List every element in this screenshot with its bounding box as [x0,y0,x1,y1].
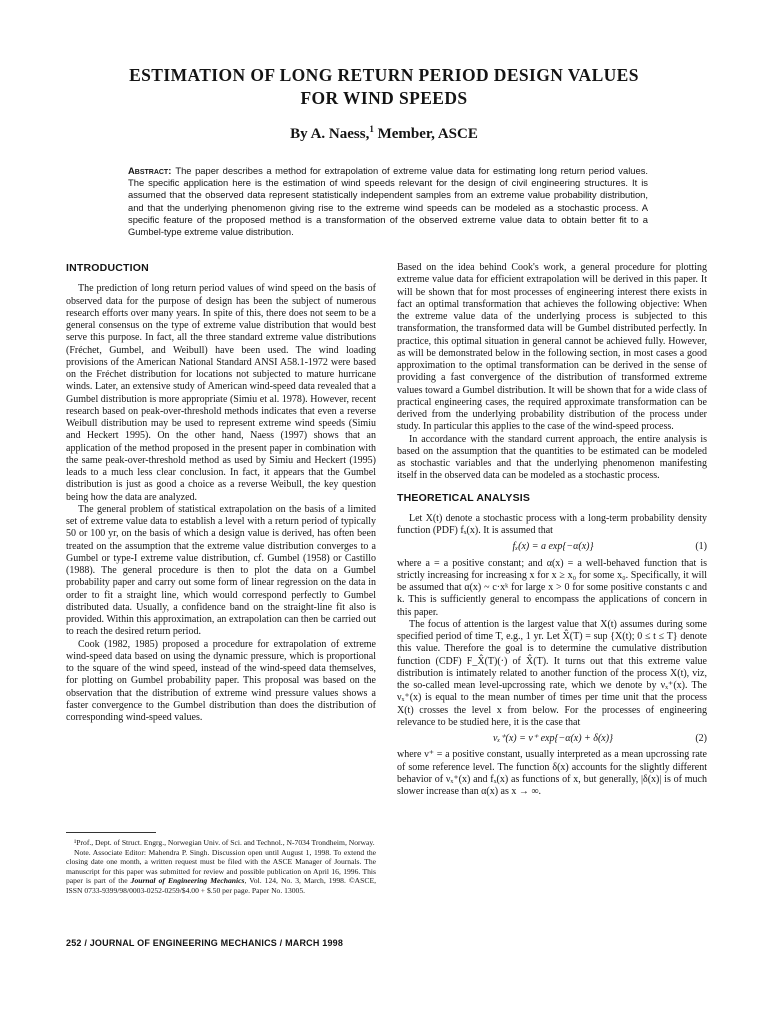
equation-2-expression: νₓ⁺(x) = ν⁺ exp{−α(x) + δ(x)} [492,733,614,744]
introduction-heading: INTRODUCTION [66,262,149,274]
author-name: By A. Naess, [290,126,370,142]
footnote-affiliation: ¹Prof., Dept. of Struct. Engrg., Norwegian Univ. of Sci. and Technol., N-7034 Trondheim, Norway. [74,838,375,847]
equation-1 [397,541,707,553]
equation-2 [397,733,707,745]
author-line [60,124,708,143]
title-line-2: FOR WIND SPEEDS [300,88,468,108]
footnote-journal-name: Journal of Engineering Mechanics [130,876,245,886]
theory-paragraph-4: where ν⁺ = a positive constant, usually interpreted as a mean upcrossing rate of some reference level. The function δ(x) accounts for the slightly different behavior of νₓ⁺(x) and fₓ(x) as functions of x, but generally, |δ(x)| is of much slower increase than α(x) as x → ∞. [397,749,707,797]
intro-paragraph-2: The general problem of statistical extrapolation on the basis of a limited set of extreme value data to establish a level with a return period of typically 50 or 100 yr, on the basis of which a design value is derived, has often been treated on the assumption that the extreme value distribution converges to a Gumbel or type-I extreme value distribution, cf. Gumbel (1958) or Castillo (1988). The general procedure is then to plot the data on a Gumbel probability paper and carry out some form of linear regression on the data in order to fit a straight line, which would correspond perfectly to Gumbel distributed data. Usually, a confidence band on the straight-line fit also is provided. Within this approximation, an extrapolation can then be carried out to reach the desired return period. [66,503,376,638]
author-affiliation: Member, ASCE [377,126,478,142]
theory-paragraph-2: where a = a positive constant; and α(x) = a well-behaved function that is strictly increasing for increasing x for x ≥ x₀ for some x₀. Specifically, it will be assumed that α(x) ~ c·xᵏ for large x > 0 for some positive constants c and k. This is sufficiently general to encompass the applications of concern in this paper. [397,557,707,618]
footnote-editorial-note [66,848,376,896]
equation-2-number: (2) [695,733,707,744]
equation-1-number: (1) [695,541,707,553]
right-paragraph-1: Based on the idea behind Cook's work, a general procedure for plotting extreme value data for efficient extrapolation will be derived in this paper. It will be shown that for most processes of engineering interest there exists in fact an optimal transformation that achieves the following objective: When the extreme value data of the underlying process is subjected to this transformation, the transformed data will be Gumbel distributed perfectly. In practice, this optimal situation in general cannot be achieved fully. However, as will be demonstrated below in the following section, in most cases a good approximation to the optimal transformation can be derived in the sense of providing a fast convergence of the distribution of transformed extreme values toward a Gumbel distribution. It will be shown that for a wide class of practical engineering cases, the required approximate transformation can be derived from the underlying probability distribution of the process under study. In particular this applies to the case of the wind-speed process. [397,262,707,433]
theoretical-analysis-heading: THEORETICAL ANALYSIS [397,491,531,504]
footnote-note-text: Note. Associate Editor: Mahendra P. Singh. Discussion open until August 1, 1998. To extend the closing date one month, a written request must be filed with the ASCE Manager of Journals. The manuscript for this paper was submitted for review and possible publication on April 16, 1996. This paper is part of the [66,847,376,886]
abstract [128,165,648,238]
title-line-1: ESTIMATION OF LONG RETURN PERIOD DESIGN VALUES [129,65,639,85]
equation-1-expression: fₓ(x) = a exp{−α(x)} [512,541,594,553]
abstract-text: The paper describes a method for extrapolation of extreme value data for estimating long return period values. The specific application here is the estimation of wind speeds relevant for the design of civil engineering structures. It is assumed that the observed data represent statistically independent samples from an extreme value probability distribution, and that the underlying phenomenon giving rise to the extreme wind speeds can be modeled as a stochastic process. A specific feature of the proposed method is a transformation of the observed extreme value data to obtain better fit to a Gumbel-type extreme value distribution. [128,165,648,238]
abstract-label: Abstract: [128,165,172,176]
right-column [397,262,707,798]
intro-paragraph-3: Cook (1982, 1985) proposed a procedure for extrapolation of extreme wind-speed data based on using the dynamic pressure, which is proportional to the square of the wind speed, instead of the wind-speed data themselves, for plotting on Gumbel probability paper. This proposal was based on the observation that the distribution of extreme wind pressure values shows a faster convergence to the Gumbel distribution than does the distribution of corresponding wind-speed values. [66,638,376,723]
theory-paragraph-1: Let X(t) denote a stochastic process with a long-term probability density function (PDF) fₓ(x). It is assumed that [397,512,707,536]
paper-title [60,64,708,110]
intro-paragraph-1: The prediction of long return period values of wind speed on the basis of observed data for the purpose of design has been the subject of numerous research efforts over many years. In spite of this, there does not seem to be a general consensus on the type of extreme value distribution that would best serve this purpose. In fact, all the three standard extreme value distributions (Fréchet, Gumbel, and Weibull) have been used. The wind loading provisions of the American National Standard ANSI A58.1-1972 were based on the Fréchet distribution for locations not subjected to mature hurricane winds. Later, an extensive study of American wind-speed data revealed that a Gumbel distribution is more appropriate (Simiu et al. 1978). However, recent research based on peak-over-threshold methods indicates that even a reverse Weibull distribution may be used to represent extreme wind speeds (Simiu and Heckert 1995). On the other hand, Naess (1997) shows that an application of the method proposed in the present paper in combination with the same peak-over-threshold method as used by Simiu and Heckert (1995) leads to a much less clear conclusion. In fact, it appears that the Gumbel distribution is just as good a choice as a reverse Weibull, the key question being how the data are analyzed. [66,283,376,503]
footnote-note-tail: , Vol. 124, No. 3, March, 1998. ©ASCE, ISSN 0733-9399/98/0003-0252-0259/$4.00 + $.50 per page. Paper No. 13005. [66,876,376,895]
right-paragraph-2: In accordance with the standard current approach, the entire analysis is based on the assumption that the quantities to be estimated can be modeled as stochastic variables and that the underlying phenomenon manifesting itself in the observed data can be modeled as a stochastic process. [397,433,707,482]
footnote-divider [66,832,156,833]
author-footnote-mark: 1 [369,124,374,134]
left-column [66,262,376,724]
theory-paragraph-3: The focus of attention is the largest value that X(t) assumes during some specified period of time T, e.g., 1 yr. Let X̂(T) = sup {X(t); 0 ≤ t ≤ T} denote this value. Therefore the goal is to determine the cumulative distribution function (CDF) F_X̂(T)(·) of X̂(T). It turns out that this extreme value distribution is intimately related to another function of the process X(t), viz, the so-called mean level-upcrossing rate, which we denote by νₓ⁺(x). The νₓ⁺(x) is equal to the mean number of times per time unit that the process X(t) crosses the level x from below. For the processes of engineering relevance to be studied here, it is the case that [397,618,707,728]
footnotes [66,838,376,896]
page-footer: 252 / JOURNAL OF ENGINEERING MECHANICS / MARCH 1998 [66,938,344,948]
